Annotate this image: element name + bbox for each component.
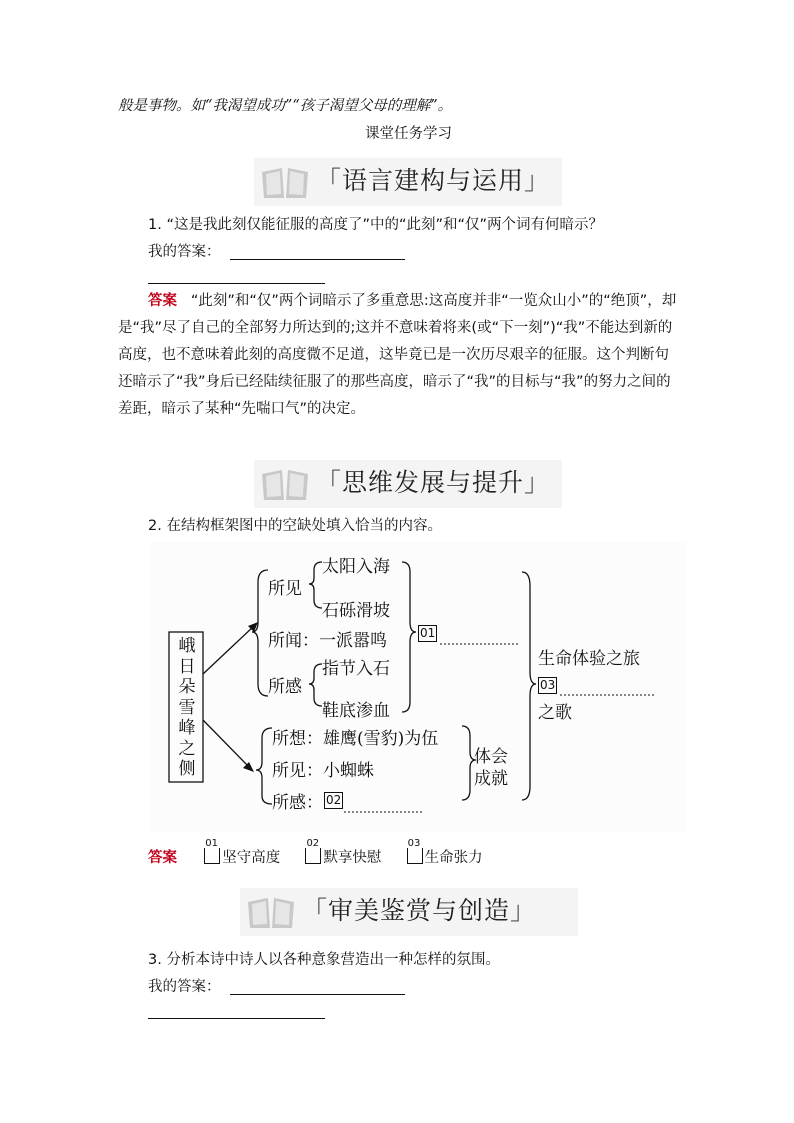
node-suoxiang: 所想：雄鹰(雪豹)为伍 xyxy=(272,729,439,749)
blank-01[interactable]: 01 xyxy=(420,626,436,640)
answer-number-box: 02 xyxy=(305,848,321,864)
banner-aesthetic xyxy=(240,888,578,936)
q2-question: 2. 在结构框架图中的空缺处填入恰当的内容。 xyxy=(148,518,442,534)
q1-answer-line-2[interactable] xyxy=(148,283,325,284)
answer-text: 生命张力 xyxy=(424,850,483,866)
q3-answer-prompt: 我的答案： xyxy=(148,979,221,995)
banner-title: 「思维发展与提升」 xyxy=(316,468,551,497)
q3-answer-line-2[interactable] xyxy=(148,1018,325,1019)
answer-text: 默享快慰 xyxy=(323,850,382,866)
node-sun-sea: 太阳入海 xyxy=(322,557,390,577)
banner-title: 「审美鉴赏与创造」 xyxy=(302,896,537,925)
node-suogan-2: 所感： xyxy=(272,793,323,813)
q3-question: 3. 分析本诗中诗人以各种意象营造出一种怎样的氛围。 xyxy=(148,952,500,968)
banner-language xyxy=(254,158,562,206)
diagram-lines xyxy=(150,542,685,832)
node-shoes: 鞋底渗血 xyxy=(322,701,390,721)
q3-answer-line[interactable] xyxy=(230,994,405,995)
node-stones: 石砾滑坡 xyxy=(322,601,390,621)
node-life-journey: 生命体验之旅 xyxy=(538,649,640,669)
q1-answer-line[interactable] xyxy=(230,259,405,260)
q1-answer-block xyxy=(118,288,680,423)
node-tihui: 体会 xyxy=(474,747,508,767)
q1-answer-prompt: 我的答案： xyxy=(148,244,221,260)
q1-answer-text: “此刻”和“仅”两个词暗示了多重意思:这高度并非“一览众山小”的“绝顶”，却是“我”尽了自己的全部努力所达到的;这并不意味着将来(或“下一刻”)“我”不能达到新的高度，也不意味着此刻的高度微不足道，这毕竟已是一次历尽艰辛的征服。这个判断句还暗示了“我”身后已经陆续征服了的那些高度，暗示了“我”的目标与“我”的努力之间的差距，暗示了某种“先喘口气”的决定。 xyxy=(118,293,677,417)
intro-line: 般是事物。如“我渴望成功”“孩子渴望父母的理解”。 xyxy=(118,98,453,114)
node-suojian-2: 所见：小蜘蛛 xyxy=(272,761,374,781)
node-suogan: 所感 xyxy=(268,677,302,697)
structure-diagram xyxy=(150,542,685,832)
answer-label: 答案 xyxy=(148,293,177,309)
node-suowen: 所闻：一派嚣鸣 xyxy=(268,631,387,651)
banner-thinking xyxy=(254,460,562,508)
node-fingers: 指节入石 xyxy=(322,659,390,679)
blank-02[interactable]: 02 xyxy=(326,793,342,807)
open-book-icon xyxy=(260,166,310,200)
open-book-icon xyxy=(260,468,310,502)
open-book-icon xyxy=(246,896,296,930)
diagram-root: 峨 日 朵 雪 峰 之 侧 xyxy=(178,636,196,779)
blank-03[interactable]: 03 xyxy=(540,678,556,692)
answer-number-box: 01 xyxy=(204,848,220,864)
node-chengjiu: 成就 xyxy=(474,769,508,789)
q1-question: 1. “这是我此刻仅能征服的高度了”中的“此刻”和“仅”两个词有何暗示？ xyxy=(148,217,604,233)
q2-answers xyxy=(148,838,483,868)
node-song: 之歌 xyxy=(538,703,572,723)
answer-text: 坚守高度 xyxy=(222,850,281,866)
section-heading: 课堂任务学习 xyxy=(365,126,452,142)
banner-title: 「语言建构与运用」 xyxy=(316,166,551,195)
node-suojian: 所见 xyxy=(268,579,302,599)
answer-label: 答案 xyxy=(148,850,177,866)
answer-number-box: 03 xyxy=(407,848,423,864)
